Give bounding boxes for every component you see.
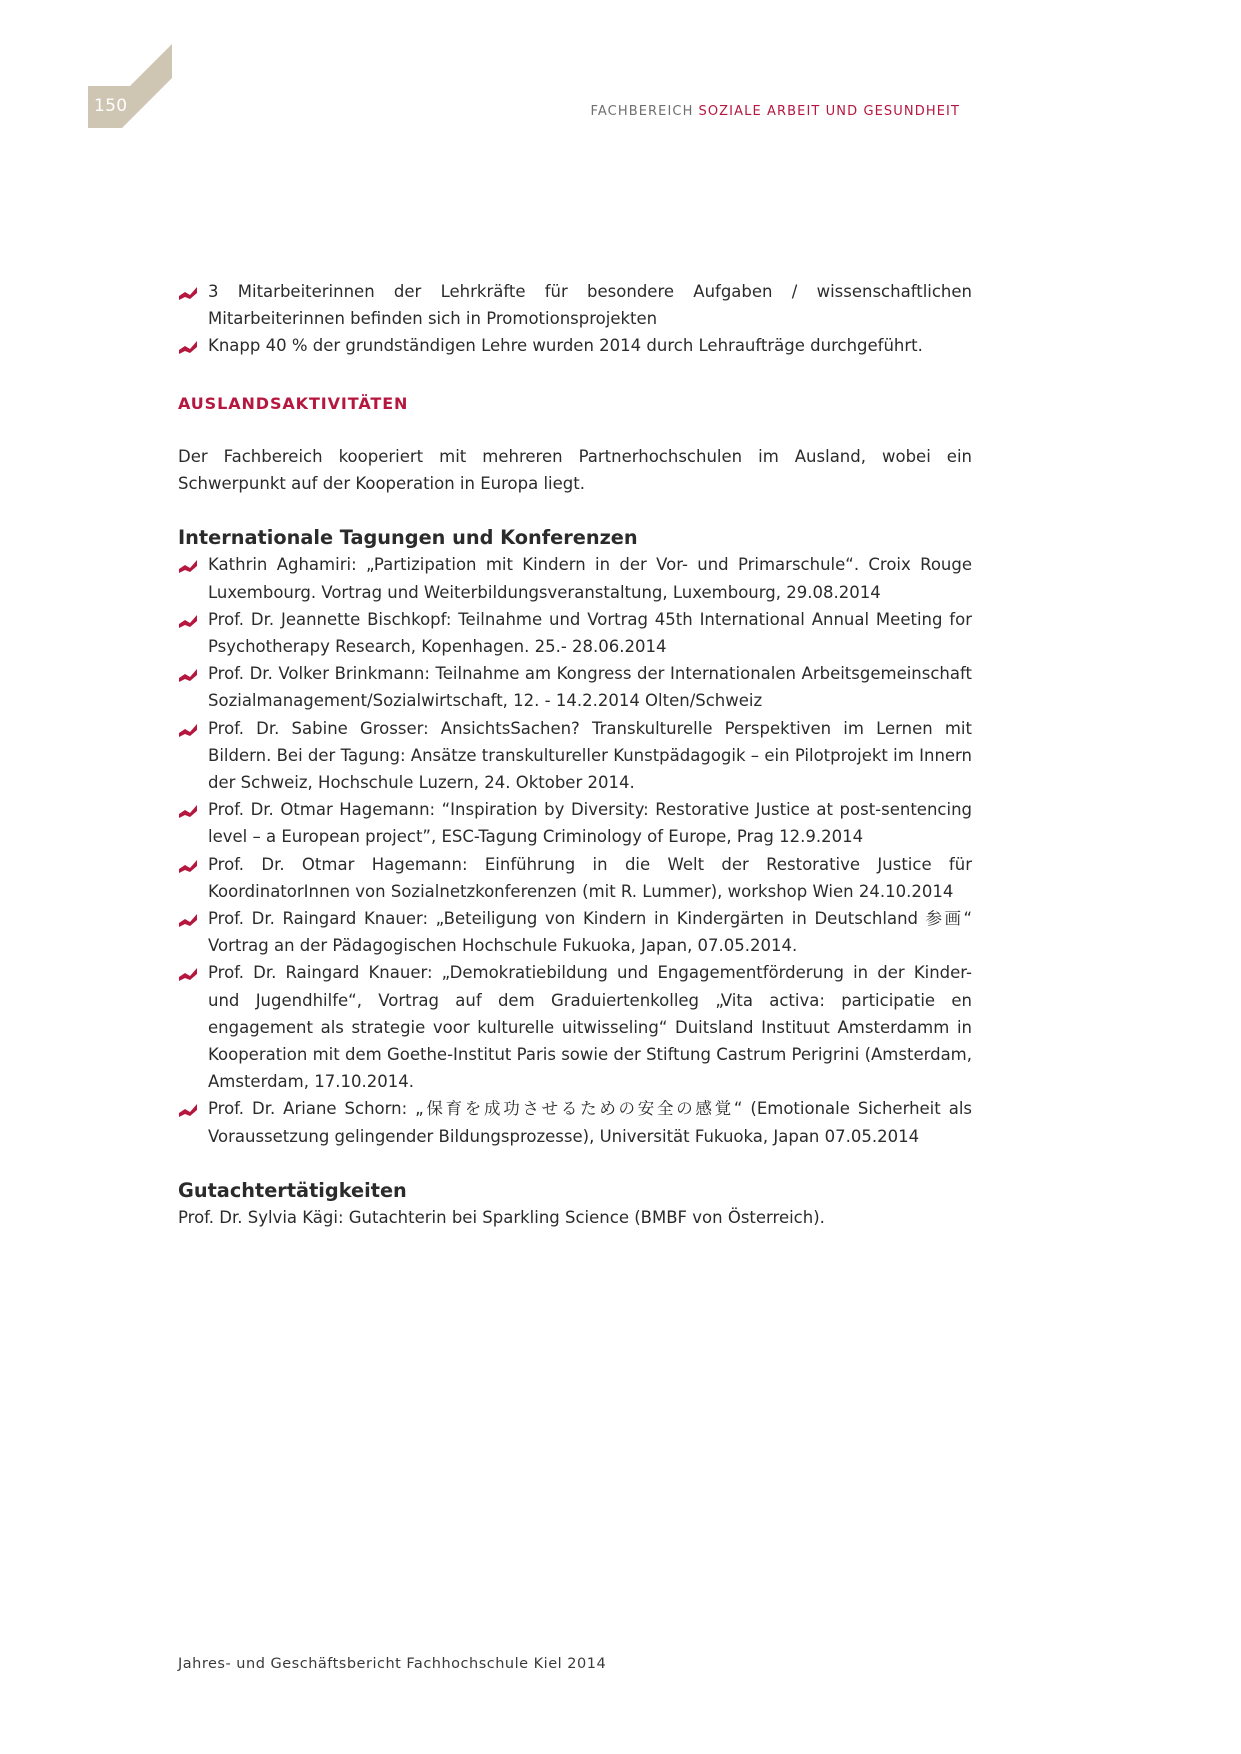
- intro-paragraph: Der Fachbereich kooperiert mit mehreren Partnerhochschulen im Ausland, wobei ein Schwerpunkt auf der Kooperation in Europa liegt.: [178, 446, 972, 494]
- check-arrow-icon: [178, 338, 198, 354]
- conference-list: [178, 551, 972, 1149]
- check-arrow-icon: [178, 721, 198, 737]
- page-number: 150: [94, 96, 128, 116]
- list-item: [178, 851, 972, 905]
- list-item: [178, 660, 972, 714]
- check-arrow-icon: [178, 1101, 198, 1117]
- check-arrow-icon: [178, 911, 198, 927]
- list-item: [178, 1095, 972, 1149]
- header-department: FACHBEREICH: [590, 104, 694, 119]
- list-item: [178, 606, 972, 660]
- list-item-text: Prof. Dr. Raingard Knauer: „Demokratiebildung und Engagementförderung in der Kinder- und Jugendhilfe“, Vortrag auf dem Graduiertenkolleg „Vita activa: participatie en engagement als strategie voor kulturelle uitwisseling“ Duitsland Instituut Amsterdamm in Kooperation mit dem Goethe-Institut Paris sowie der Stiftung Castrum Perigrini (Amsterdam, Amsterdam, 17.10.2014.: [208, 963, 972, 1092]
- list-item-text: Prof. Dr. Raingard Knauer: „Beteiligung von Kindern in Kindergärten in Deutschland 参画“ Vortrag an der Pädagogischen Hochschule Fukuoka, Japan, 07.05.2014.: [208, 909, 972, 956]
- list-item-text: Prof. Dr. Ariane Schorn: „保育を成功させるための安全の感覚“ (Emotionale Sicherheit als Voraussetzung gelingender Bildungsprozesse), Universität Fukuoka, Japan 07.05.2014: [208, 1099, 972, 1146]
- reviewer-text: Prof. Dr. Sylvia Kägi: Gutachterin bei Sparkling Science (BMBF von Österreich).: [178, 1208, 825, 1228]
- list-item-text: Prof. Dr. Volker Brinkmann: Teilnahme am Kongress der Internationalen Arbeitsgemeinschaft Sozialmanagement/Sozialwirtschaft, 12. - 14.2.2014 Olten/Schweiz: [208, 664, 972, 711]
- page-footer: Jahres- und Geschäftsbericht Fachhochschule Kiel 2014: [178, 1656, 607, 1672]
- check-arrow-icon: [178, 612, 198, 628]
- reviewer-heading: Gutachtertätigkeiten: [178, 1178, 407, 1202]
- check-arrow-icon: [178, 802, 198, 818]
- list-item: [178, 715, 972, 797]
- list-item: [178, 905, 972, 959]
- list-item-text: Prof. Dr. Otmar Hagemann: Einführung in die Welt der Restorative Justice für KoordinatorInnen von Sozialnetzkonferenzen (mit R. Lummer), workshop Wien 24.10.2014: [208, 854, 972, 901]
- main-content: [178, 278, 972, 1231]
- check-arrow-icon: [178, 965, 198, 981]
- list-item-text: Prof. Dr. Otmar Hagemann: “Inspiration by Diversity: Restorative Justice at post-sentencing level – a European project”, ESC-Tagung Criminology of Europe, Prag 12.9.2014: [208, 800, 972, 847]
- check-arrow-icon: [178, 284, 198, 300]
- header-department-name: SOZIALE ARBEIT UND GESUNDHEIT: [698, 104, 960, 119]
- check-arrow-icon: [178, 557, 198, 573]
- section-heading-auslandsaktivitaeten: AUSLANDSAKTIVITÄTEN: [178, 393, 409, 413]
- staff-bullet-list: [178, 278, 972, 360]
- list-item-text: Knapp 40 % der grundständigen Lehre wurden 2014 durch Lehraufträge durchgeführt.: [208, 336, 923, 356]
- list-item-text: Kathrin Aghamiri: „Partizipation mit Kindern in der Vor- und Primarschule“. Croix Rouge Luxembourg. Vortrag und Weiterbildungsveranstaltung, Luxembourg, 29.08.2014: [208, 555, 972, 602]
- list-item: [178, 551, 972, 605]
- list-item: [178, 278, 972, 332]
- list-item: [178, 332, 972, 359]
- list-item: [178, 959, 972, 1095]
- list-item: [178, 796, 972, 850]
- check-arrow-icon: [178, 857, 198, 873]
- list-item-text: Prof. Dr. Jeannette Bischkopf: Teilnahme und Vortrag 45th International Annual Meeting for Psychotherapy Research, Kopenhagen. 25.- 28.06.2014: [208, 609, 972, 657]
- conferences-heading: Internationale Tagungen und Konferenzen: [178, 526, 638, 550]
- running-header: [591, 104, 960, 119]
- list-item-text: 3 Mitarbeiterinnen der Lehrkräfte für besondere Aufgaben / wissenschaftlichen Mitarbeiterinnen befinden sich in Promotionsprojekten: [208, 282, 972, 329]
- list-item-text: Prof. Dr. Sabine Grosser: AnsichtsSachen? Transkulturelle Perspektiven im Lernen mit Bildern. Bei der Tagung: Ansätze transkultureller Kunstpädagogik – ein Pilotprojekt im Innern der Schweiz, Hochschule Luzern, 24. Oktober 2014.: [208, 718, 972, 793]
- check-arrow-icon: [178, 666, 198, 682]
